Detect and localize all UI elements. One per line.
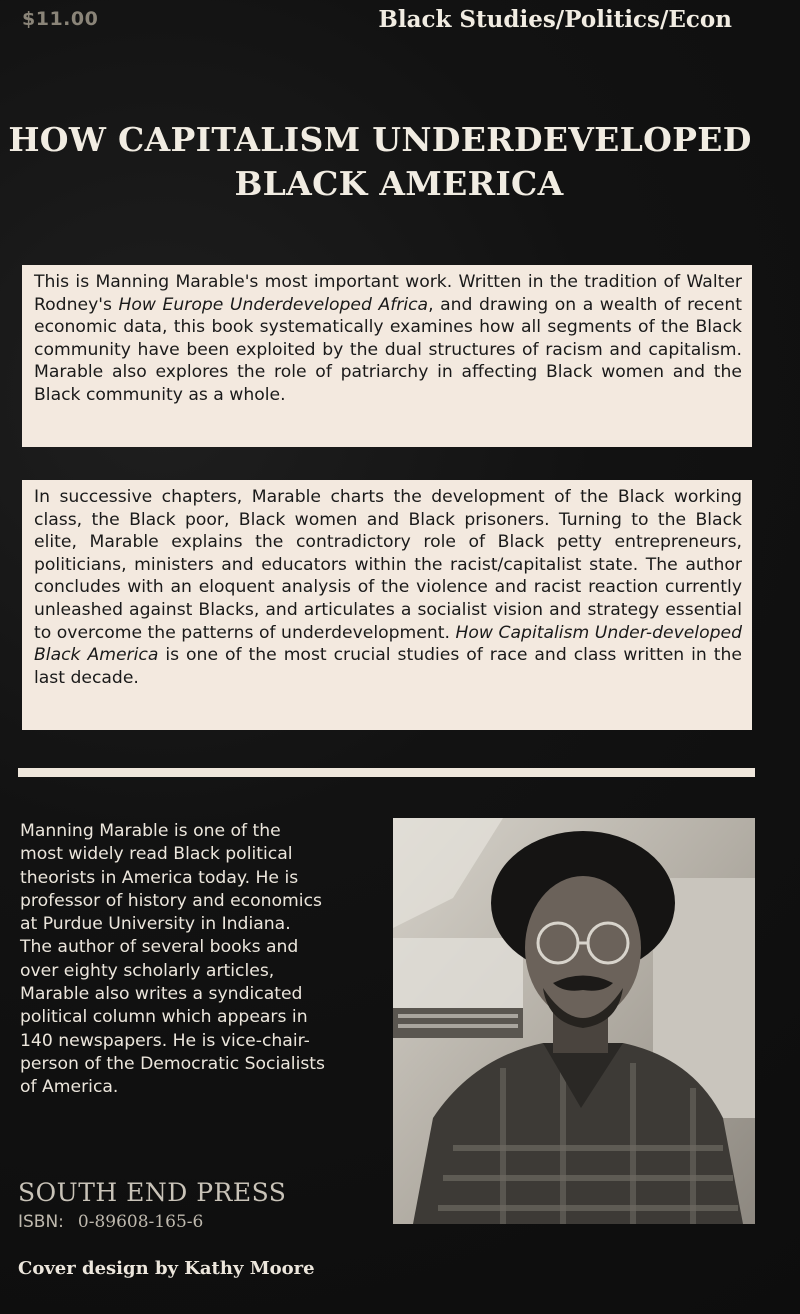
bio-line: at Purdue University in Indiana. bbox=[20, 914, 291, 935]
isbn-label: ISBN: bbox=[18, 1212, 64, 1232]
author-photo bbox=[393, 818, 755, 1224]
blurb-1-text-a: This is Manning Marable's most important work. Written in the tradition of Walter Rodney's bbox=[34, 272, 742, 315]
blurb-2-text-a: In successive chapters, Marable charts the development of the Black working class, the Black poor, Black women and Black prisoners. Turning to the Black elite, Marable explains the contradictory role of Black petty entrepreneurs, politicians, ministers and educators within the racist/capitalist state. The author concludes with an eloquent analysis of the violence and racist reaction currently unleashed against Blacks, and articulates a socialist vision and strategy essential to overcome the patterns of underdevelopment. bbox=[34, 487, 742, 643]
author-portrait-illustration bbox=[393, 818, 755, 1224]
bio-line: political column which appears in bbox=[20, 1007, 308, 1028]
divider-rule bbox=[18, 768, 755, 777]
isbn-value: 0-89608-165-6 bbox=[77, 1212, 204, 1232]
bio-line: professor of history and economics bbox=[20, 890, 322, 911]
book-title-line-2: BLACK AMERICA bbox=[234, 164, 564, 203]
bio-line: Manning Marable is one of the bbox=[20, 821, 281, 841]
bio-line: The author of several books and bbox=[20, 937, 299, 958]
publisher-name: SOUTH END PRESS bbox=[18, 1178, 287, 1207]
blurb-panel-2 bbox=[22, 480, 752, 730]
bio-line: theorists in America today. He is bbox=[20, 867, 299, 888]
isbn-line bbox=[18, 1212, 203, 1232]
bio-line: 140 newspapers. He is vice-chair- bbox=[20, 1030, 310, 1051]
price-label: $11.00 bbox=[22, 8, 99, 30]
bio-line: most widely read Black political bbox=[20, 844, 293, 865]
blurb-1-italic-title: How Europe Underdeveloped Africa bbox=[118, 294, 429, 315]
book-title bbox=[0, 118, 760, 206]
cover-design-credit: Cover design by Kathy Moore bbox=[18, 1258, 315, 1279]
book-title-line-1: HOW CAPITALISM UNDERDEVELOPED bbox=[8, 120, 752, 159]
bio-line: person of the Democratic Socialists bbox=[20, 1053, 326, 1074]
bio-line: of America. bbox=[20, 1077, 119, 1098]
bio-line: over eighty scholarly articles, bbox=[20, 960, 275, 981]
category-label: Black Studies/Politics/Econ bbox=[378, 6, 732, 33]
blurb-1-text-b: , and drawing on a wealth of recent economic data, this book systematically examines how all segments of the Black community have been exploited by the dual structures of racism and capitalism. Marable also explores the role of patriarchy in affecting Black women and the Black community as a whole. bbox=[34, 294, 742, 405]
blurb-panel-1 bbox=[22, 265, 752, 447]
author-bio bbox=[20, 820, 366, 1100]
blurb-2-text-b: is one of the most crucial studies of race and class written in the last decade. bbox=[34, 645, 742, 688]
blurb-2-italic-title: How Capitalism Under-developed Black America bbox=[34, 622, 742, 666]
bio-line: Marable also writes a syndicated bbox=[20, 984, 303, 1005]
